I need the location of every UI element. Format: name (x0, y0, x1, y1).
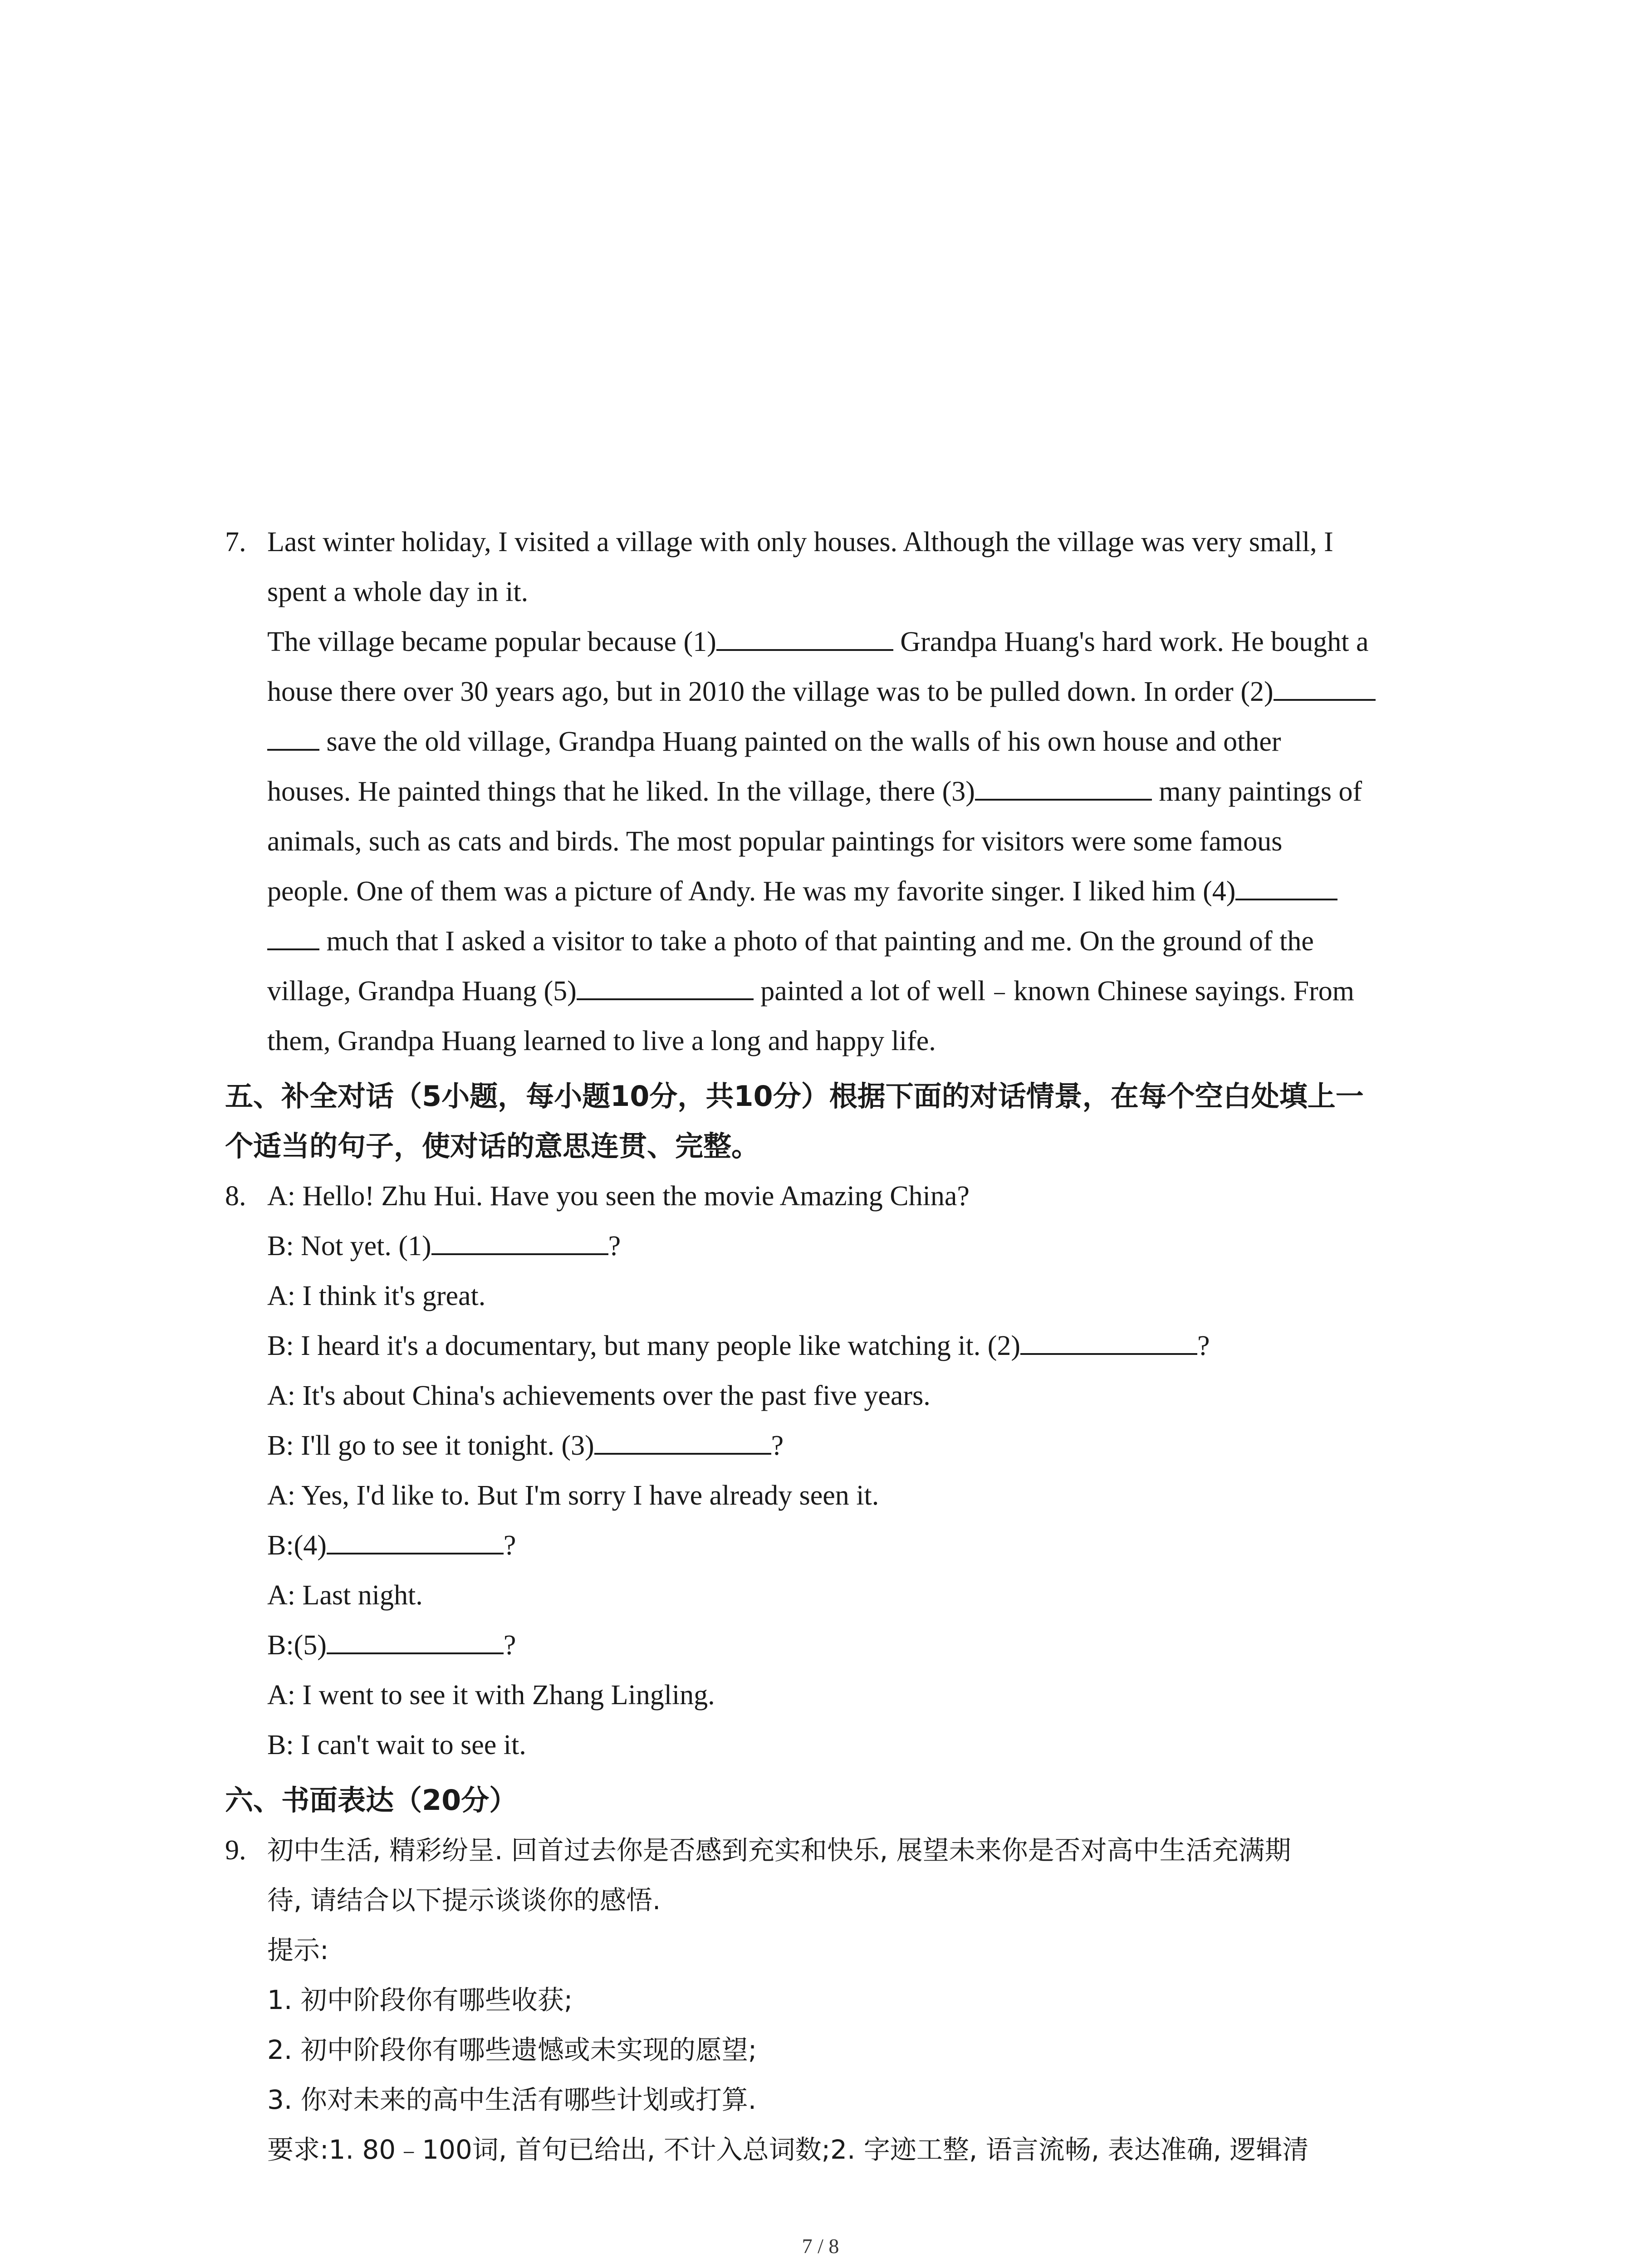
q9-requirements: 要求:1. 80﹣100词, 首句已给出, 不计入总词数;2. 字迹工整, 语言流畅, 表达准确, 逻辑清 (267, 2134, 1309, 2165)
q7-passage-line1: The village became popular because (1) Grandpa Huang's hard work. He bought a (225, 617, 1477, 667)
q7-intro-line1: 7. Last winter holiday, I visited a village with only houses. Although the village was very small, I (225, 517, 1477, 567)
q8-line11: A: I went to see it with Zhang Lingling. (267, 1680, 715, 1711)
q9-number: 9. (225, 1835, 246, 1866)
q8-line7: A: Yes, I'd like to. But I'm sorry I have already seen it. (267, 1480, 879, 1511)
q8-line8: B:(4) ? (225, 1520, 1477, 1570)
blank-7-4a[interactable] (1235, 872, 1337, 900)
q7-passage-line9: them, Grandpa Huang learned to live a long and happy life. (267, 1026, 936, 1056)
q8-line10: B:(5) ? (225, 1620, 1477, 1670)
blank-8-4[interactable] (327, 1526, 504, 1554)
q9-hint-3: 3. 你对未来的高中生活有哪些计划或打算. (267, 2084, 757, 2115)
section5-heading-line2: 个适当的句子，使对话的意思连贯、完整。 (225, 1129, 760, 1163)
q8-line12: B: I can't wait to see it. (267, 1730, 526, 1760)
q9-line1: 9. 初中生活, 精彩纷呈. 回首过去你是否感到充实和快乐, 展望未来你是否对高中生活充满期 (225, 1825, 1477, 1875)
blank-8-5[interactable] (327, 1626, 504, 1654)
blank-8-1[interactable] (431, 1227, 608, 1255)
q8-line5: A: It's about China's achievements over the past five years. (267, 1380, 931, 1411)
blank-7-5[interactable] (577, 972, 754, 1000)
blank-7-2a[interactable] (1274, 673, 1376, 701)
blank-8-2[interactable] (1020, 1327, 1197, 1355)
blank-7-2b[interactable] (267, 723, 319, 751)
blank-7-4b[interactable] (267, 922, 319, 950)
q7-passage-line4: houses. He painted things that he liked. In the village, there (3) many paintings of (225, 767, 1477, 816)
q8-line3: A: I think it's great. (267, 1281, 486, 1311)
q9-hint-1: 1. 初中阶段你有哪些收获; (267, 1984, 573, 2015)
q7-passage-line5: animals, such as cats and birds. The most popular paintings for visitors were some famous (267, 826, 1283, 857)
q8-line4: B: I heard it's a documentary, but many people like watching it. (2) ? (225, 1321, 1477, 1371)
q7-passage-line6: people. One of them was a picture of Andy. He was my favorite singer. I liked him (4) (225, 866, 1477, 916)
q7-intro-line2: spent a whole day in it. (267, 577, 529, 607)
q9-hint-2: 2. 初中阶段你有哪些遗憾或未实现的愿望; (267, 2034, 757, 2065)
blank-7-1[interactable] (716, 623, 893, 651)
q8-line6: B: I'll go to see it tonight. (3) ? (225, 1421, 1477, 1471)
section5-heading-line1: 五、补全对话（5小题，每小题10分，共10分）根据下面的对话情景，在每个空白处填上一 (225, 1080, 1364, 1113)
q7-passage-line8: village, Grandpa Huang (5) painted a lot of well﹣known Chinese sayings. From (225, 966, 1477, 1016)
q7-passage-line7: much that I asked a visitor to take a photo of that painting and me. On the ground of the (225, 916, 1477, 966)
page-number: 7 / 8 (802, 2234, 839, 2258)
q7-passage-line2: house there over 30 years ago, but in 2010 the village was to be pulled down. In order (2) (225, 667, 1477, 717)
blank-7-3[interactable] (975, 772, 1152, 801)
q8-line2: B: Not yet. (1) ? (225, 1221, 1477, 1271)
section6-heading: 六、书面表达（20分） (225, 1784, 518, 1817)
q8-line1: 8. A: Hello! Zhu Hui. Have you seen the movie Amazing China? (225, 1171, 1477, 1221)
q9-line2: 待, 请结合以下提示谈谈你的感悟. (267, 1885, 661, 1916)
blank-8-3[interactable] (594, 1427, 771, 1455)
q7-number: 7. (225, 527, 246, 557)
q8-line9: A: Last night. (267, 1580, 423, 1611)
page-content (225, 517, 1477, 2175)
q7-passage-line3: save the old village, Grandpa Huang painted on the walls of his own house and other (225, 717, 1477, 767)
q8-number: 8. (225, 1181, 246, 1212)
q9-hint-label: 提示: (267, 1935, 329, 1965)
